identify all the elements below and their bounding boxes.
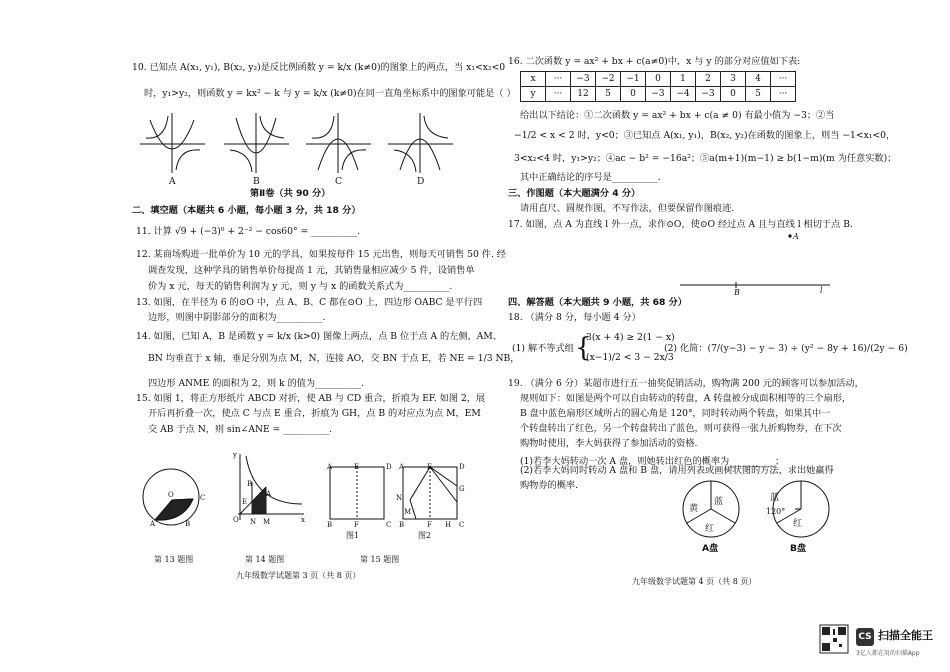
fig14-label-x: x <box>301 516 305 524</box>
q17-label-b: B <box>734 288 740 297</box>
fig15-2-f: F <box>427 521 432 529</box>
table-cell: 1 <box>671 72 696 87</box>
table-cell: 5 <box>746 87 771 102</box>
left-footer: 九年级数学试题第 3 页（共 8 页） <box>236 571 361 580</box>
q10-line2: 时，y₁>y₂，则函数 y = kx² − k 与 y = k/x (k≠0)在同一直角坐标系中的图象可能是（ ） <box>144 88 516 99</box>
table-cell: 0 <box>721 87 746 102</box>
q15-line2: 开后再折叠一次，使点 C 与点 E 重合，折痕为 GH，点 B 的对应点为点 M，EM <box>148 408 481 419</box>
table-cell: −1 <box>621 72 646 87</box>
table-cell: −4 <box>671 87 696 102</box>
fig14-label-a: A <box>266 490 272 498</box>
q11: 11. 计算 √9 + (−3)⁰ + 2⁻² − cos60° = __________. <box>136 226 360 237</box>
qr-code-icon <box>820 625 848 653</box>
q10-line1: 10. 已知点 A(x₁, y₁), B(x₂, y₂)是反比例函数 y = k/x (k≠0)的图象上的两点，当 x₁<x₂<0 <box>132 62 506 73</box>
fig13-label-o: O <box>168 491 174 499</box>
table-cell: 2 <box>696 72 721 87</box>
fig14-label-m: M <box>263 518 271 526</box>
fig14-label-n: N <box>250 518 257 526</box>
table-row-y <box>521 87 796 102</box>
fill-section-title: 二、填空题（本题共 6 小题，每小题 3 分，共 18 分） <box>132 205 361 216</box>
q18-head: 18. （满分 8 分，每小题 4 分） <box>508 312 641 323</box>
wheel-a-red: 红 <box>705 523 715 534</box>
table-cell: ··· <box>771 72 796 87</box>
fig14-caption: 第 14 题图 <box>245 555 285 564</box>
table-cell: −3 <box>696 87 721 102</box>
table-cell: 3 <box>721 72 746 87</box>
q13-line1: 13. 如图，在半径为 6 的⊙O 中，点 A、B、C 都在⊙O 上，四边形 OABC 是平行四 <box>136 297 483 308</box>
q19-line4: 个转盘转出了红色，另一个转盘转出了蓝色，则可获得一张九折购物券，在下次 <box>520 423 842 434</box>
q15-line1: 15. 如图 1，将正方形纸片 ABCD 对折，使 AB 与 CD 重合，折痕为 EF. 如图 2，展 <box>136 393 486 404</box>
right-footer: 九年级数学试题第 4 页（共 8 页） <box>632 577 757 586</box>
fig15-2-a: A <box>399 463 405 471</box>
q10-graph-b <box>224 113 289 173</box>
table-cell: ··· <box>546 72 571 87</box>
scanner-tagline: 3亿人都在用的扫描App <box>856 650 920 657</box>
q14-line3: 四边形 ANME 的面积为 2，则 k 的值为__________. <box>148 378 364 389</box>
fig15-caption: 第 15 题图 <box>360 555 400 564</box>
fig15-2-c: C <box>459 521 465 529</box>
q10-option-c: C <box>335 176 343 187</box>
q19-line2: 规则如下：如图是两个可以自由转动的转盘，A 转盘被分成面积相等的三个扇形， <box>520 393 852 404</box>
fig13-circle <box>138 462 218 542</box>
q16-intro: 16. 二次函数 y = ax² + bx + c(a≠0)中，x 与 y 的部分对应值如下表: <box>508 56 801 67</box>
fig15-2-m: M <box>404 508 412 516</box>
table-cell: 0 <box>621 87 646 102</box>
fig15-1-e: E <box>354 463 360 471</box>
q19-part2-line1: (2)若李大妈同时转动 A 盘和 B 盘，请用列表或画树状图的方法，求出她赢得 <box>520 465 834 476</box>
fig15-2-n: N <box>396 494 403 502</box>
fig15-caption-1: 图1 <box>346 531 360 540</box>
q10-option-graphs <box>0 108 475 188</box>
q12-line1: 12. 某商场购进一批单价为 10 元的学具，如果按每件 15 元出售，则每天可销售 50 件. 经 <box>136 249 506 260</box>
q15-line3: 交 AB 于点 N，则 sin∠ANE = __________. <box>148 424 333 435</box>
fig15-1-f: F <box>354 521 359 529</box>
q10-option-d: D <box>417 176 425 187</box>
table-cell: 12 <box>571 87 596 102</box>
wheel-a-blue: 蓝 <box>714 496 724 507</box>
q18-part1: (1) 解不等式组 <box>512 343 574 354</box>
fig15-2-g: G <box>459 485 465 493</box>
draw-section-title: 三、作图题（本大题满分 4 分） <box>508 188 641 199</box>
table-cell: −2 <box>596 72 621 87</box>
draw-section-note: 请用直尺、圆规作图，不写作法，但要保留作图痕迹. <box>520 203 735 214</box>
q10-graph-a <box>140 113 205 173</box>
scanner-brand: 扫描全能王 <box>878 629 933 642</box>
table-row-x <box>521 72 796 87</box>
wheel-a-yellow: 黄 <box>689 503 699 514</box>
fig15-1-c: C <box>386 521 392 529</box>
q17-figure <box>680 232 840 292</box>
q19-line3: B 盘中蓝色扇形区域所占的圆心角是 120°，同时转动两个转盘，如果其中一 <box>520 408 831 419</box>
table-cell: 4 <box>746 72 771 87</box>
fig15-1-b: B <box>327 521 333 529</box>
table-y-label: y <box>521 87 546 102</box>
wheel-b-red: 红 <box>793 518 803 529</box>
q10-graph-c <box>306 113 371 173</box>
q10-graph-d <box>388 113 453 173</box>
q13-line2: 边形，则图中阴影部分的面积为__________. <box>148 312 326 323</box>
table-x-label: x <box>521 72 546 87</box>
table-cell: 5 <box>596 87 621 102</box>
q16-body-3: 3<x₂<4 时，y₁>y₂；④ac − b² = −16a²；⑤a(m+1)(m−1) ≥ b(1−m)(m 为任意实数)； <box>514 153 897 164</box>
q18-brace: { <box>575 333 592 363</box>
q12-line3: 价为 x 元，每天的销售利润为 y 元，则 y 与 x 的函数关系式为__________. <box>148 281 453 292</box>
fig13-label-a: A <box>150 520 156 528</box>
solve-section-title: 四、解答题（本大题共 9 小题，共 68 分） <box>508 297 687 308</box>
q16-value-table <box>520 71 796 102</box>
q10-option-a: A <box>169 176 176 187</box>
q18-ineq1: 3(x + 4) ≥ 2(1 − x) <box>586 332 675 343</box>
fig15-caption-2: 图2 <box>418 531 432 540</box>
table-cell: ··· <box>546 87 571 102</box>
q14-line1: 14. 如图，已知 A，B 是函数 y = k/x (k>0) 图像上两点，点 B 位于点 A 的左侧，AM、 <box>136 331 502 342</box>
wheel-b-caption: B盘 <box>790 543 807 554</box>
camscanner-logo-icon: CS <box>856 628 874 646</box>
fig14-label-o: O <box>233 516 239 524</box>
fig14-label-y: y <box>233 451 237 459</box>
table-cell: −3 <box>571 72 596 87</box>
fig13-label-b: B <box>185 520 191 528</box>
fig13-caption: 第 13 题图 <box>154 555 194 564</box>
fig14-label-e: E <box>242 498 248 506</box>
q19-part2-line2: 购物券的概率. <box>520 480 579 491</box>
fig15-1-a: A <box>327 463 333 471</box>
q18-part2: (2) 化简：(7/(y−3) − y − 3) ÷ (y² − 8y + 16)/(2y − 6) <box>664 343 908 354</box>
q19-part1: (1)若李大妈转动一次 A 盘，则她转出红色的概率为__________； <box>520 456 785 467</box>
q18-ineq2: (x−1)/2 < 3 − 2x/3 <box>586 352 674 363</box>
q16-body-4: 其中正确结论的序号是__________. <box>520 172 661 183</box>
section2-title: 第Ⅱ卷（共 90 分） <box>250 188 331 199</box>
wheel-b-blue: 蓝 <box>770 492 780 503</box>
q16-body-2: −1/2 < x < 2 时，y<0；③已知点 A(x₁, y₁)，B(x₂, y₂)在函数的图象上，则当 −1<x₁<0， <box>514 130 896 141</box>
fig15-2-h: H <box>445 521 452 529</box>
q19-line5: 购物时使用，李大妈获得了参加活动的资格. <box>520 438 698 449</box>
fig15-1-d: D <box>386 463 392 471</box>
fig15-2-b: B <box>399 521 405 529</box>
q19-line1: 19. （满分 6 分）某超市进行五一抽奖促销活动，购物满 200 元的顾客可以参加活动， <box>508 378 864 389</box>
fig15-2-e: E <box>427 463 433 471</box>
q14-line2: BN 均垂直于 x 轴，垂足分别为点 M，N，连接 AO，交 BN 于点 E，若 NE = 1/3 NB， <box>148 353 520 364</box>
table-cell: −3 <box>646 87 671 102</box>
fig15-2-d: D <box>459 463 465 471</box>
q10-option-b: B <box>253 176 260 187</box>
q17-label-a: A <box>793 232 799 241</box>
q17: 17. 如图，点 A 为直线 l 外一点，求作⊙O，使⊙O 经过点 A 且与直线 l 相切于点 B. <box>508 219 853 230</box>
wheel-a-caption: A盘 <box>702 543 719 554</box>
table-cell: ··· <box>771 87 796 102</box>
q17-label-l: l <box>820 286 823 295</box>
wheel-b-angle: 120° <box>766 507 786 516</box>
fig14-label-b: B <box>247 480 253 488</box>
q12-line2: 调查发现，这种学具的销售单价每提高 1 元，其销售量相应减少 5 件，设销售单 <box>148 265 475 276</box>
fig13-label-c: C <box>200 494 206 502</box>
q16-body-1: 给出以下结论：①二次函数 y = ax² + bx + c(a ≠ 0) 有最小值为 −3；②当 <box>520 110 835 121</box>
table-cell: 0 <box>646 72 671 87</box>
